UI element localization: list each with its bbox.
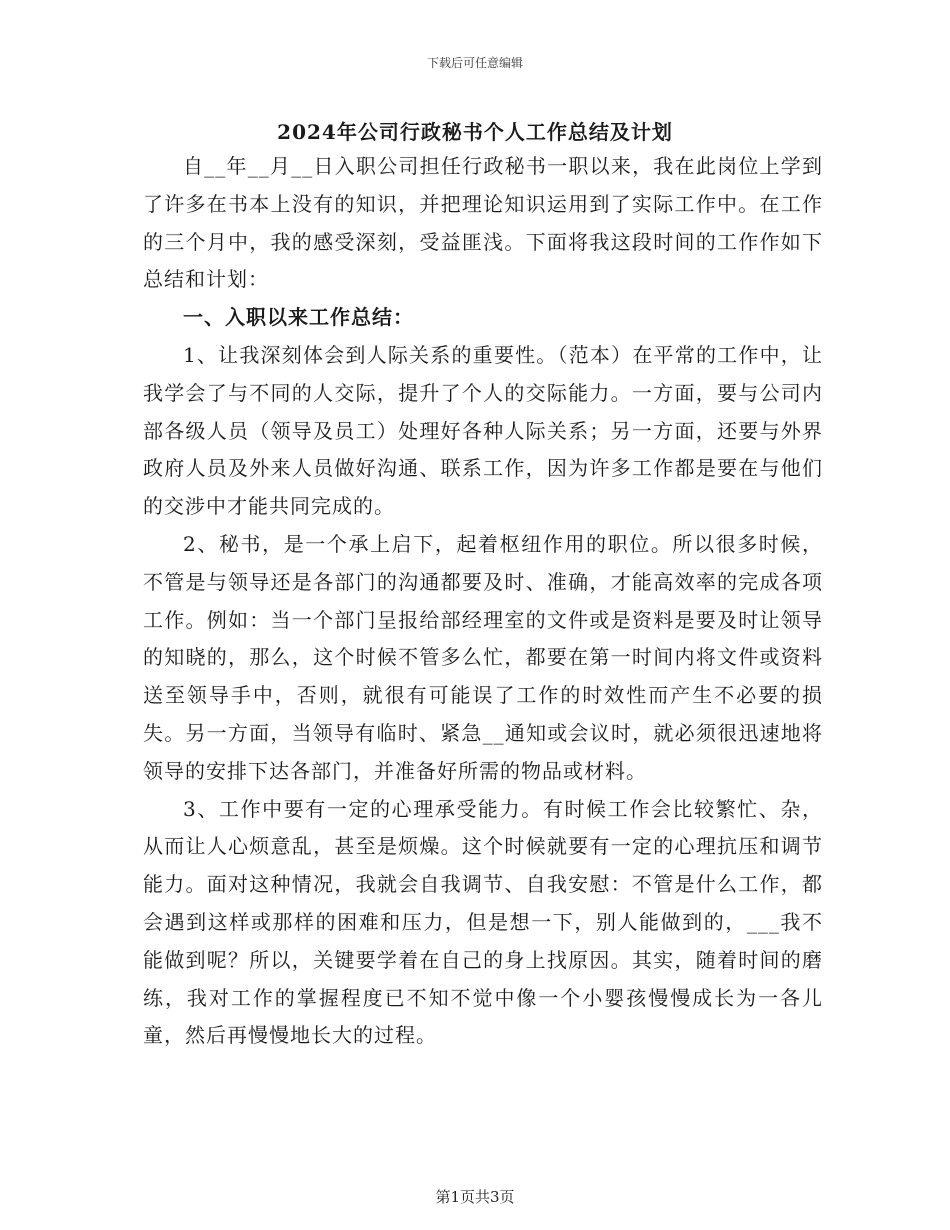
document-body [143, 148, 823, 1055]
section-heading: 一、入职以来工作总结： [183, 305, 414, 330]
paragraph-point-2: 2、秘书，是一个承上启下，起着枢纽作用的职位。所以很多时候，不管是与领导还是各部门的沟通都要及时、准确，才能高效率的完成各项工作。例如：当一个部门呈报给部经理室的文件或是资料是要及时让领导的知晓的，那么，这个时候不管多么忙，都要在第一时间内将文件或资料送至领导手中，否则，就很有可能误了工作的时效性而产生不必要的损失。另一方面，当领导有临时、紧急__通知或会议时，就必须很迅速地将领导的安排下达各部门，并准备好所需的物品或材料。 [143, 531, 823, 783]
paragraph-intro: 自__年__月__日入职公司担任行政秘书一职以来，我在此岗位上学到了许多在书本上没有的知识，并把理论知识运用到了实际工作中。在工作的三个月中，我的感受深刻，受益匪浅。下面将我这段时间的工作作如下总结和计划： [143, 154, 823, 292]
paragraph-point-3: 3、工作中要有一定的心理承受能力。有时候工作会比较繁忙、杂，从而让人心烦意乱，甚至是烦燥。这个时候就要有一定的心理抗压和调节能力。面对这种情况，我就会自我调节、自我安慰：不管是什么工作，都会遇到这样或那样的困难和压力，但是想一下，别人能做到的，___我不能做到呢？所以，关键要学着在自己的身上找原因。其实，随着时间的磨练，我对工作的掌握程度已不知不觉中像一个小婴孩慢慢成长为一各儿童，然后再慢慢地长大的过程。 [143, 796, 823, 1048]
page-footer-number: 第1页共3页 [435, 1188, 515, 1206]
paragraph-point-1: 1、让我深刻体会到人际关系的重要性。（范本）在平常的工作中，让我学会了与不同的人交际，提升了个人的交际能力。一方面，要与公司内部各级人员（领导及员工）处理好各种人际关系；另一方面，还要与外界政府人员及外来人员做好沟通、联系工作，因为许多工作都是要在与他们的交涉中才能共同完成的。 [143, 342, 823, 519]
page-header-note: 下载后可任意编辑 [426, 56, 523, 70]
document-title: 2024年公司行政秘书个人工作总结及计划 [277, 120, 673, 144]
